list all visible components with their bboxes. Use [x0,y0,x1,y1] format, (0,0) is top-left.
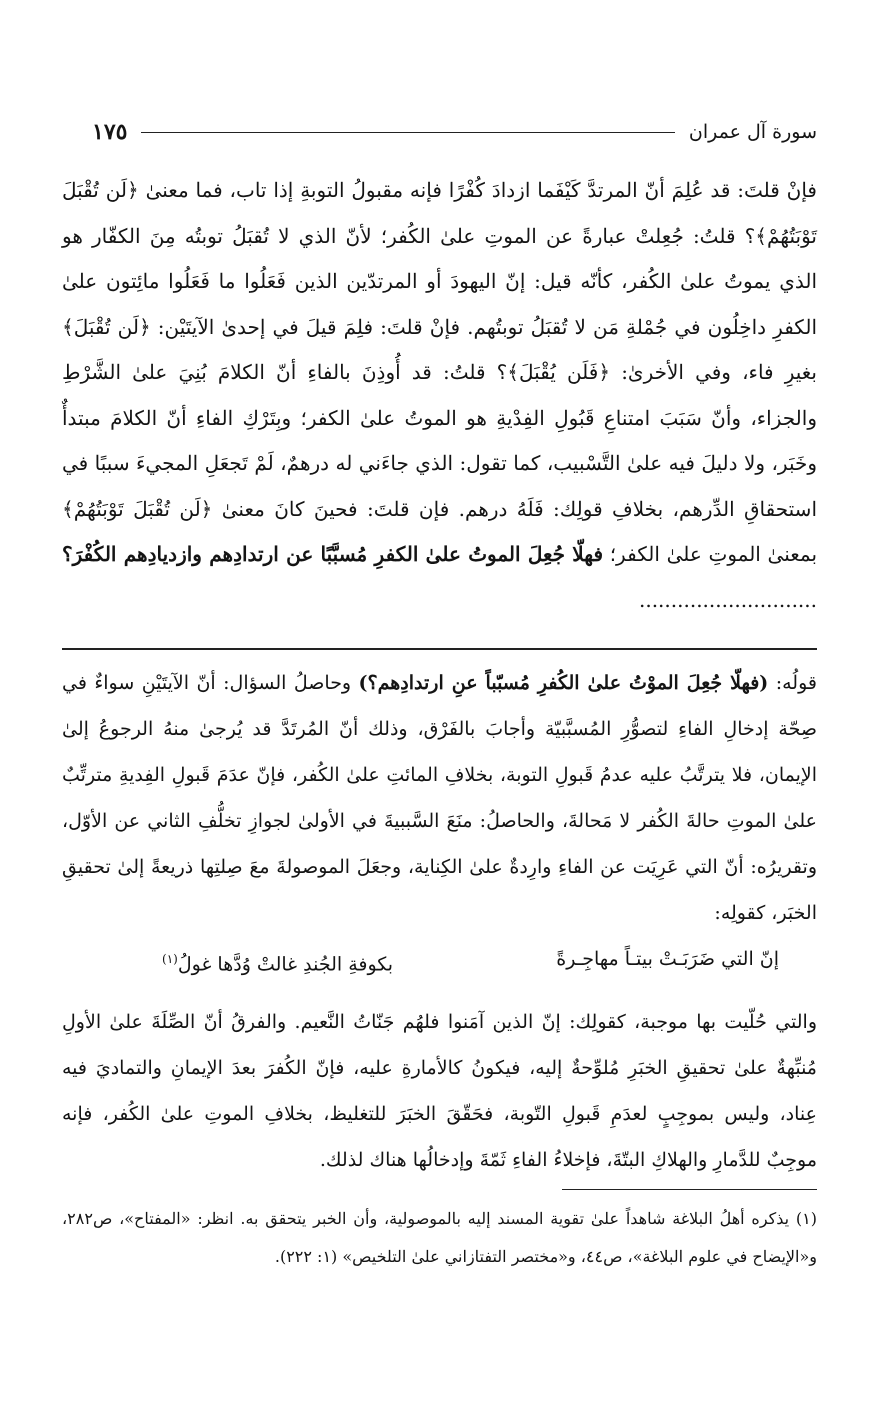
poetry-verse [62,936,817,987]
verse-second-hemistich [162,936,393,987]
commentary-paragraph-2: والتي حُلّيت بها موجبة، كقولِك: إنّ الذين آمَنوا فلهُم جَنّاتُ النَّعيم. والفرقُ أنّ الصِّلَةَ علىٰ الأولِ مُنبِّهةٌ علىٰ تحقيقِ الخبَرِ مُلوِّحةٌ إليه، فيكونُ كالأمارةِ عليه، فإنّ الكُفرَ بعدَ الإيمانِ والتماديَ فيه عِناد، وليس بموجِبٍ لعدَمِ قَبولِ التّوبة، فحَقّقَ الخبَرَ للتغليظ، بخلافِ الموتِ علىٰ الكُفر، فإنه موجِبٌ للدَّمارِ والهلاكِ البتّةَ، فإخلاءُ الفاءِ ثَمّةَ وإدخالُها هناك لذلك. [62,1011,817,1172]
surah-title: سورة آل عمران [688,121,817,143]
header-rule [141,132,674,133]
commentary-block [62,660,817,1183]
running-header [92,114,817,150]
verse-first-hemistich: إنّ التي ضَرَبَـتْ بيتـاً مهاجِـرةً [556,948,779,970]
commentary-paragraph-1 [62,660,817,936]
main-question-bold: فهلّا جُعِلَ الموتُ علىٰ الكفرِ مُسبَّبًا عن ارتدادِهم وازديادِهم الكُفْرَ؟ [62,542,604,566]
footnote-divider [562,1189,817,1190]
page-number: ١٧٥ [92,119,128,145]
commentary-lead: قولُه: [768,672,817,694]
footnote-marker: (١) [162,952,178,966]
main-dots: ............................ [638,587,817,612]
footnote: (١) يذكره أهلُ البلاغة شاهداً علىٰ تقوية المسند إليه بالموصولية، وأن الخبر يتحقق به. انظر: «المفتاح»، ص٢٨٢، و«الإيضاح في علوم البلاغة»، ص٤٤، و«مختصر التفتازاني علىٰ التلخيص» (١: ٢٢٢). [62,1209,817,1266]
section-divider [62,648,817,650]
main-paragraph: فإنْ قلتَ: قد عُلِمَ أنّ المرتدَّ كَيْفَما ازدادَ كُفْرًا فإنه مقبولُ التوبةِ إذا تاب، فما معنىٰ ﴿لَن تُقْبَلَ تَوْبَتُهُمْ﴾؟ قلتُ: جُعِلتْ عبارةً عن الموتِ علىٰ الكُفر؛ لأنّ الذي لا تُقبَلُ توبتُه مِنَ الكفّار هو الذي يموتُ علىٰ الكُفر، كأنّه قيل: إنّ اليهودَ أو المرتدّين الذين فَعَلُوا ما فَعَلُوا مائِتون علىٰ الكفرِ داخِلُون في جُمْلةِ مَن لا تُقبَلُ توبتُهم. فإنْ قلتَ: فلِمَ قيلَ في إحدىٰ الآيتَيْن: ﴿لَن تُقْبَلَ﴾ بغيرِ فاء، وفي الأخرىٰ: ﴿فَلَن يُقْبَلَ﴾؟ قلتُ: قد أُوذِنَ بالفاءِ أنّ الكلامَ بُنِيَ علىٰ الشَّرْطِ والجزاء، وأنّ سَبَبَ امتناعِ قَبُولِ الفِدْيةِ هو الموتُ علىٰ الكفر؛ وبِتَرْكِ الفاءِ أنّ الكلامَ مبتدأٌ وخَبَر، ولا دليلَ فيه علىٰ التَّسْبيب، كما تقول: الذي جاءَني له درهمٌ، لَمْ تَجعَلِ المجيءَ سببًا في استحقاقِ الدِّرهم، بخلافِ قولِك: فَلَهُ درهم. فإن قلتَ: فحينَ كانَ معنىٰ ﴿لَن تُقْبَلَ تَوْبَتُهُمْ﴾ بمعنىٰ الموتِ علىٰ الكفر؛ [62,178,818,566]
main-text [62,168,817,623]
commentary-lead-quote: (فهلّا جُعِلَ الموْتُ علىٰ الكُفرِ مُسبّباً عنِ ارتدادِهم؟) [358,672,769,694]
commentary-text: وحاصلُ السؤال: أنّ الآيتَيْنِ سواءٌ في صِحّة إدخالِ الفاءِ لتصوُّرِ المُسبَّبيّة وأجابَ بالفَرْق، وذلك أنّ المُرتَدَّ قد يُرجىٰ منهُ الرجوعُ إلىٰ الإيمان، فلا يترتَّبُ عليه عدمُ قَبولِ التوبة، بخلافِ المائتِ علىٰ الكُفر، فإنّ عدَمَ قَبولِ الفِديةِ مترتِّبٌ علىٰ الموتِ حالةَ الكُفر لا مَحالةَ، والحاصلُ: منَعَ السَّببيةَ في الأولىٰ لجوازِ تخلُّفِ الثاني عن الأوّل، وتقريرُه: أنّ التي عَرِيَت عن الفاءِ وارِدةٌ علىٰ الكِناية، وجعَلَ الموصولةَ معَ صِلتِها ذريعةً إلىٰ تحقيقِ الخبَر، كقولِه: [62,672,817,924]
verse-second-text: بكوفةِ الجُندِ غالتْ وُدَّها غولُ [177,953,394,976]
